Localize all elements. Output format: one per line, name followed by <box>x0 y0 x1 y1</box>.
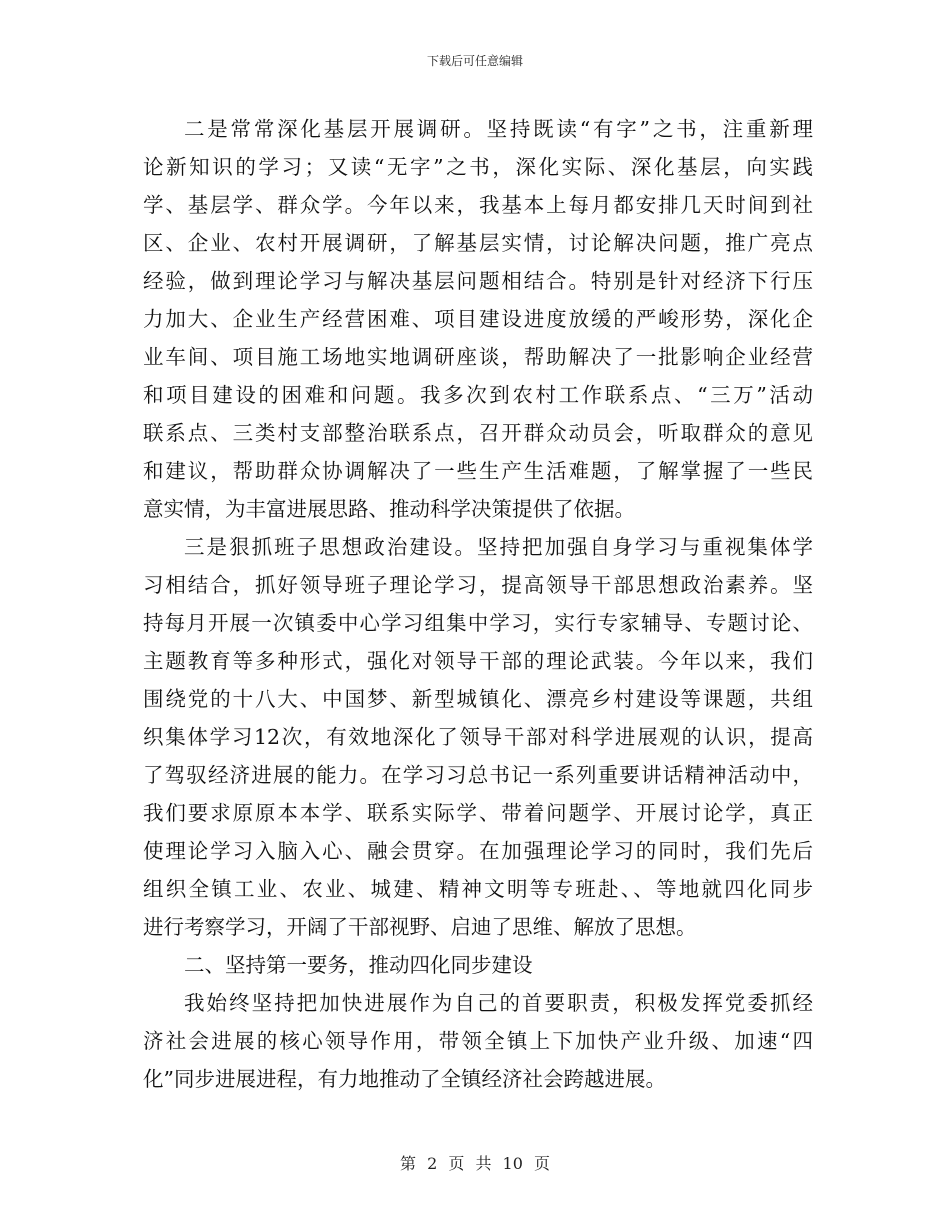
text-line: 业车间、项目施工场地实地调研座谈，帮助解决了一批影响企业经营 <box>143 345 813 369</box>
text-line: 化”同步进展进程，有力地推动了全镇经济社会跨越进展。 <box>143 1067 666 1091</box>
text-line: 和项目建设的困难和问题。我多次到农村工作联系点、“三万”活动 <box>143 383 813 407</box>
text-line: 论新知识的学习；又读“无字”之书，深化实际、深化基层，向实践 <box>143 155 813 179</box>
text-line: 使理论学习入脑入心、融会贯穿。在加强理论学习的同时，我们先后 <box>143 839 813 863</box>
text-line: 主题教育等多种形式，强化对领导干部的理论武装。今年以来，我们 <box>143 649 813 673</box>
text-line: 联系点、三类村支部整治联系点，召开群众动员会，听取群众的意见 <box>143 421 813 445</box>
section-heading <box>143 946 813 984</box>
text-line: 织集体学习12次，有效地深化了领导干部对科学进展观的认识，提高 <box>143 725 813 749</box>
page-header: 下载后可任意编辑 <box>426 54 523 68</box>
text-line: 了驾驭经济进展的能力。在学习习总书记一系列重要讲话精神活动中， <box>143 763 813 787</box>
text-line: 二、坚持第一要务，推动四化同步建设 <box>184 953 533 977</box>
text-line: 学、基层学、群众学。今年以来，我基本上每月都安排几天时间到社 <box>143 193 813 217</box>
page-number-footer: 第 2 页 共 10 页 <box>400 1154 550 1173</box>
paragraph <box>143 984 813 1098</box>
text-line: 意实情，为丰富进展思路、推动科学决策提供了依据。 <box>143 497 635 521</box>
paragraph <box>143 528 813 946</box>
text-line: 我们要求原原本本学、联系实际学、带着问题学、开展讨论学，真正 <box>143 801 813 825</box>
text-line: 围绕党的十八大、中国梦、新型城镇化、漂亮乡村建设等课题，共组 <box>143 687 813 711</box>
text-line: 三是狠抓班子思想政治建设。坚持把加强自身学习与重视集体学 <box>184 535 813 559</box>
paragraph <box>143 110 813 528</box>
text-line: 二是常常深化基层开展调研。坚持既读“有字”之书，注重新理 <box>184 117 813 141</box>
text-line: 力加大、企业生产经营困难、项目建设进度放缓的严峻形势，深化企 <box>143 307 813 331</box>
document-body <box>143 110 813 1098</box>
text-line: 和建议，帮助群众协调解决了一些生产生活难题，了解掌握了一些民 <box>143 459 813 483</box>
text-line: 持每月开展一次镇委中心学习组集中学习，实行专家辅导、专题讨论、 <box>143 611 813 635</box>
text-line: 区、企业、农村开展调研，了解基层实情，讨论解决问题，推广亮点 <box>143 231 813 255</box>
text-line: 济社会进展的核心领导作用，带领全镇上下加快产业升级、加速“四 <box>143 1029 813 1053</box>
text-line: 我始终坚持把加快进展作为自己的首要职责，积极发挥党委抓经 <box>184 991 813 1015</box>
text-line: 进行考察学习，开阔了干部视野、启迪了思维、解放了思想。 <box>143 915 697 939</box>
text-line: 经验，做到理论学习与解决基层问题相结合。特别是针对经济下行压 <box>143 269 813 293</box>
text-line: 组织全镇工业、农业、城建、精神文明等专班赴、、等地就四化同步 <box>143 877 813 901</box>
text-line: 习相结合，抓好领导班子理论学习，提高领导干部思想政治素养。坚 <box>143 573 813 597</box>
